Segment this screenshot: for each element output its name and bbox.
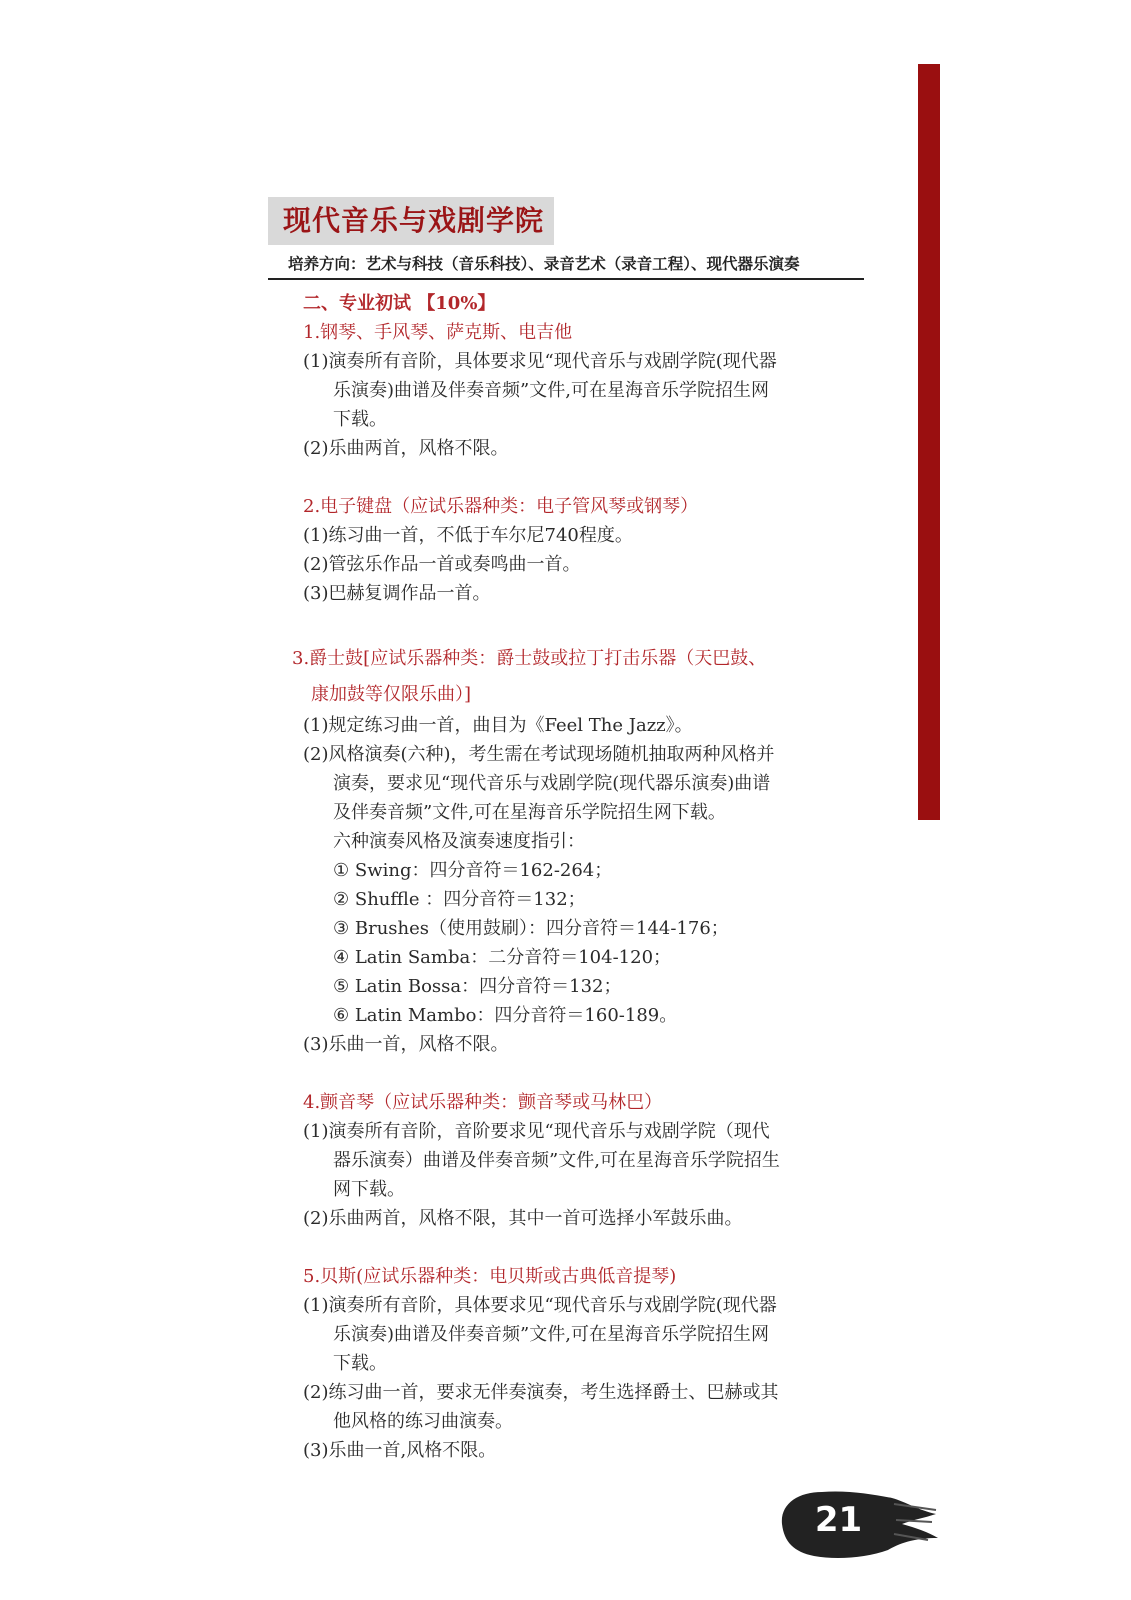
style-item: ④ Latin Samba：二分音符＝104-120；	[333, 947, 672, 968]
item-5-title: 5.贝斯(应试乐器种类：电贝斯或古典低音提琴)	[303, 1266, 677, 1287]
item-3-line: (2)风格演奏(六种)，考生需在考试现场随机抽取两种风格并	[303, 744, 775, 765]
item-4-title: 4.颤音琴（应试乐器种类：颤音琴或马林巴）	[303, 1092, 663, 1113]
item-1-line: (1)演奏所有音阶，具体要求见“现代音乐与戏剧学院(现代器	[303, 351, 777, 372]
item-3-line: (1)规定练习曲一首，曲目为《Feel The Jazz》。	[303, 715, 693, 736]
item-1-line: (2)乐曲两首，风格不限。	[303, 438, 509, 459]
header-divider	[268, 278, 864, 280]
item-3-title-cont: 康加鼓等仅限乐曲）]	[311, 684, 472, 705]
page-title: 现代音乐与戏剧学院	[283, 204, 545, 237]
training-direction: 培养方向：艺术与科技（音乐科技）、录音艺术（录音工程）、现代器乐演奏	[288, 254, 800, 273]
item-4-line: 器乐演奏）曲谱及伴奏音频”文件,可在星海音乐学院招生	[333, 1150, 780, 1171]
item-3-line: 演奏，要求见“现代音乐与戏剧学院(现代器乐演奏)曲谱	[333, 773, 771, 794]
item-5-line: (1)演奏所有音阶，具体要求见“现代音乐与戏剧学院(现代器	[303, 1295, 777, 1316]
item-4-line: (2)乐曲两首，风格不限，其中一首可选择小军鼓乐曲。	[303, 1208, 743, 1229]
decorative-red-bar	[918, 64, 940, 820]
item-4-line: 网下载。	[333, 1179, 405, 1200]
item-5-line: (2)练习曲一首，要求无伴奏演奏，考生选择爵士、巴赫或其	[303, 1382, 779, 1403]
style-item: ⑤ Latin Bossa：四分音符＝132；	[333, 976, 622, 997]
page-number-badge	[776, 1484, 942, 1564]
item-5-line: 乐演奏)曲谱及伴奏音频”文件,可在星海音乐学院招生网	[333, 1324, 769, 1345]
style-item: ⑥ Latin Mambo：四分音符＝160-189。	[333, 1005, 678, 1026]
item-4-line: (1)演奏所有音阶，音阶要求见“现代音乐与戏剧学院（现代	[303, 1121, 770, 1142]
item-3-line: 六种演奏风格及演奏速度指引：	[333, 831, 585, 852]
item-2-line: (3)巴赫复调作品一首。	[303, 583, 491, 604]
item-1-title: 1.钢琴、手风琴、萨克斯、电吉他	[303, 322, 573, 343]
item-5-line: 下载。	[333, 1353, 387, 1374]
item-2-title: 2.电子键盘（应试乐器种类：电子管风琴或钢琴）	[303, 496, 699, 517]
item-2-line: (2)管弦乐作品一首或奏鸣曲一首。	[303, 554, 581, 575]
style-item: ③ Brushes（使用鼓刷）：四分音符＝144-176；	[333, 918, 729, 939]
item-5-line: (3)乐曲一首,风格不限。	[303, 1440, 497, 1461]
item-1-line: 下载。	[333, 409, 387, 430]
style-item: ① Swing：四分音符＝162-264；	[333, 860, 613, 881]
item-2-line: (1)练习曲一首，不低于车尔尼740程度。	[303, 525, 633, 546]
section-heading: 二、专业初试 【10%】	[303, 293, 496, 314]
page-number: 21	[814, 1500, 863, 1540]
item-5-line: 他风格的练习曲演奏。	[333, 1411, 513, 1432]
item-3-title: 3.爵士鼓[应试乐器种类：爵士鼓或拉丁打击乐器（天巴鼓、	[292, 648, 767, 669]
item-1-line: 乐演奏)曲谱及伴奏音频”文件,可在星海音乐学院招生网	[333, 380, 769, 401]
item-3-line: 及伴奏音频”文件,可在星海音乐学院招生网下载。	[333, 802, 726, 823]
item-3-line: (3)乐曲一首，风格不限。	[303, 1034, 509, 1055]
style-item: ② Shuffle ：四分音符＝132；	[333, 889, 586, 910]
